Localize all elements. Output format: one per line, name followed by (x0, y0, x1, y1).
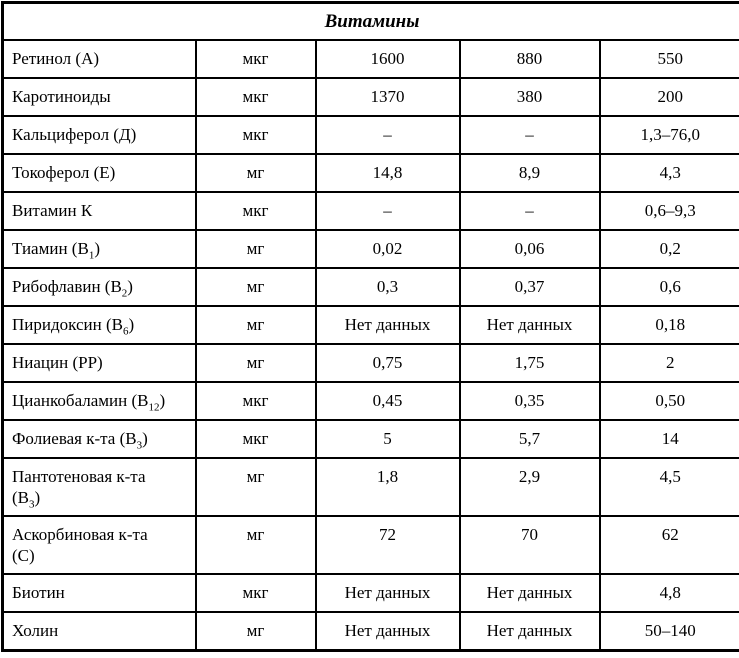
vitamin-name-cell: Ретинол (А) (3, 40, 196, 78)
unit-cell: мг (196, 230, 316, 268)
vitamin-name-cell: Фолиевая к-та $(В_3)$ (3, 420, 196, 458)
value-cell-2: – (460, 116, 600, 154)
unit-cell: мкг (196, 192, 316, 230)
value-cell-2: 380 (460, 78, 600, 116)
value-cell-3: 200 (600, 78, 739, 116)
table-row (3, 306, 739, 344)
value-cell-1: 1600 (316, 40, 460, 78)
value-cell-1: 1,8 (316, 458, 460, 516)
vitamin-name-cell: Холин (3, 612, 196, 650)
table-body (3, 40, 739, 650)
value-cell-2: 5,7 (460, 420, 600, 458)
value-cell-1: – (316, 116, 460, 154)
value-cell-1: – (316, 192, 460, 230)
value-cell-1: Нет данных (316, 306, 460, 344)
value-cell-1: Нет данных (316, 574, 460, 612)
value-cell-3: 0,6–9,3 (600, 192, 739, 230)
value-cell-1: 0,75 (316, 344, 460, 382)
value-cell-3: 4,3 (600, 154, 739, 192)
value-cell-3: 550 (600, 40, 739, 78)
vitamin-name-cell: Аскорбиновая к-та (С) (3, 516, 196, 574)
value-cell-3: 4,5 (600, 458, 739, 516)
vitamins-table (1, 1, 739, 652)
value-cell-2: 70 (460, 516, 600, 574)
unit-cell: мг (196, 154, 316, 192)
unit-cell: мкг (196, 382, 316, 420)
table-row (3, 574, 739, 612)
unit-cell: мг (196, 612, 316, 650)
table-row (3, 116, 739, 154)
vitamin-name-cell: Тиамин $(В_1)$ (3, 230, 196, 268)
table-row (3, 458, 739, 516)
value-cell-2: – (460, 192, 600, 230)
vitamin-name-cell: Витамин К (3, 192, 196, 230)
value-cell-2: 0,35 (460, 382, 600, 420)
vitamin-name-cell: Рибофлавин $(В_2)$ (3, 268, 196, 306)
vitamin-name-cell: Пиридоксин $(В_6)$ (3, 306, 196, 344)
table-row (3, 192, 739, 230)
value-cell-1: 14,8 (316, 154, 460, 192)
value-cell-1: 72 (316, 516, 460, 574)
value-cell-2: 8,9 (460, 154, 600, 192)
value-cell-1: 1370 (316, 78, 460, 116)
vitamin-name-cell: Кальциферол (Д) (3, 116, 196, 154)
unit-cell: мкг (196, 40, 316, 78)
value-cell-3: 4,8 (600, 574, 739, 612)
value-cell-2: 0,06 (460, 230, 600, 268)
table-row (3, 612, 739, 650)
value-cell-2: Нет данных (460, 612, 600, 650)
value-cell-1: 0,02 (316, 230, 460, 268)
unit-cell: мкг (196, 116, 316, 154)
value-cell-3: 0,50 (600, 382, 739, 420)
unit-cell: мг (196, 516, 316, 574)
table-row (3, 382, 739, 420)
table-row (3, 230, 739, 268)
table-row (3, 344, 739, 382)
value-cell-3: 0,2 (600, 230, 739, 268)
unit-cell: мг (196, 344, 316, 382)
unit-cell: мг (196, 268, 316, 306)
value-cell-1: 0,3 (316, 268, 460, 306)
value-cell-3: 62 (600, 516, 739, 574)
value-cell-2: Нет данных (460, 574, 600, 612)
vitamin-name-cell: Биотин (3, 574, 196, 612)
vitamin-name-cell: Каротиноиды (3, 78, 196, 116)
value-cell-2: 880 (460, 40, 600, 78)
vitamin-name-cell: Токоферол (Е) (3, 154, 196, 192)
value-cell-2: 1,75 (460, 344, 600, 382)
value-cell-3: 0,6 (600, 268, 739, 306)
table-row (3, 154, 739, 192)
table-title: Витамины (3, 3, 739, 41)
value-cell-1: 5 (316, 420, 460, 458)
value-cell-2: Нет данных (460, 306, 600, 344)
vitamin-name-cell: Цианкобаламин $(В_{12})$ (3, 382, 196, 420)
value-cell-1: 0,45 (316, 382, 460, 420)
value-cell-1: Нет данных (316, 612, 460, 650)
vitamin-name-cell: Ниацин (РР) (3, 344, 196, 382)
unit-cell: мкг (196, 574, 316, 612)
value-cell-3: 50–140 (600, 612, 739, 650)
table-row (3, 78, 739, 116)
value-cell-3: 0,18 (600, 306, 739, 344)
table-title-row (3, 3, 739, 41)
value-cell-3: 1,3–76,0 (600, 116, 739, 154)
table-row (3, 420, 739, 458)
table-row (3, 516, 739, 574)
unit-cell: мг (196, 306, 316, 344)
vitamin-name-cell: Пантотеновая к-та $(В_3)$ (3, 458, 196, 516)
value-cell-2: 2,9 (460, 458, 600, 516)
unit-cell: мг (196, 458, 316, 516)
table-row (3, 40, 739, 78)
value-cell-3: 2 (600, 344, 739, 382)
value-cell-3: 14 (600, 420, 739, 458)
table-row (3, 268, 739, 306)
unit-cell: мкг (196, 78, 316, 116)
value-cell-2: 0,37 (460, 268, 600, 306)
unit-cell: мкг (196, 420, 316, 458)
